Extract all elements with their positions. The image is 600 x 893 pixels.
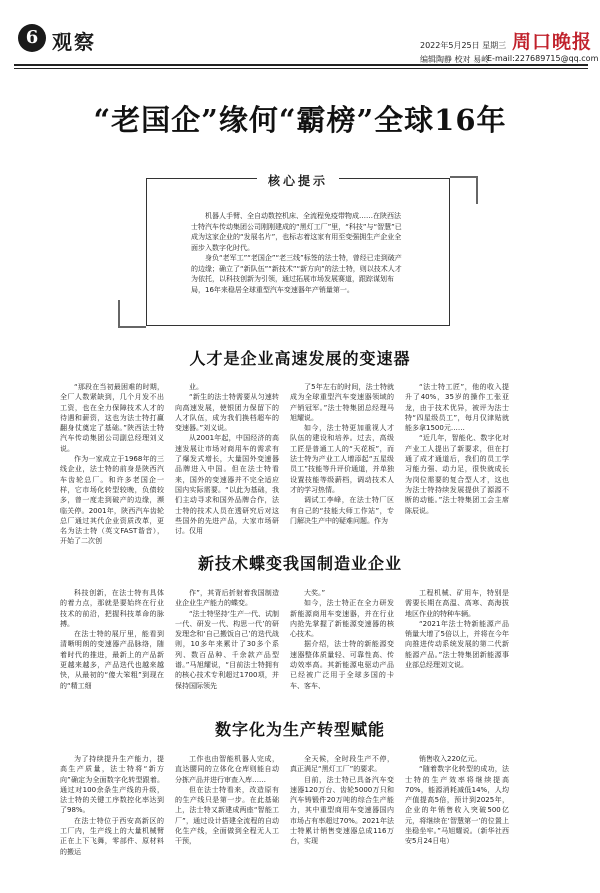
- paragraph: 据介绍，法士特的新能源变速器整体质量轻、可靠性高、传动效率高。其新能源电驱动产品已经被广泛用于全球多国的卡车、客车、: [290, 640, 394, 690]
- summary-corner-ornament: [118, 300, 146, 328]
- article-column: [175, 382, 279, 536]
- paragraph: 作”，其背后折射着我国制造业企业生产能力的蝶变。: [175, 589, 279, 608]
- issue-date: 2022年5月25日 星期三: [420, 41, 507, 50]
- paragraph: 调试工李峰，在法士特厂区有自己的“技能大师工作站”，专门解决生产中的疑难问题。作为: [290, 496, 394, 525]
- editors-credit: 编辑陶静 校对 易岭: [420, 55, 490, 64]
- paragraph: 从2001年起，中国经济的高速发展让市场对商用车的需求有了爆发式增长，大量国外变速器品牌进入中国。但在法士特看来，国外的变速器并不完全适应国内实际需要。“以此为基础，我们主动寻求和国外品牌合作，法士特的技术人员在透研究后对这些国外的先进产品，大家市场研讨。仅用: [175, 434, 279, 536]
- article-column: [290, 382, 394, 532]
- article-column: [290, 754, 394, 878]
- paragraph: “法士特工匠”，他的收入提升了40%，35岁的操作工张亚龙，由于技术优异，被评为法士特“四星级员工”，每月仅津贴就能多拿1500元……: [405, 383, 509, 433]
- paragraph: 科技创新，在法士特有具体的着力点，那就是要始终在行业技术的前沿，把握科技革命的脉搏。: [60, 589, 164, 628]
- paragraph: “那段在当初最困难的时期，全厂人数紧缺到，几个月发不出工资，也在全力保障技术人才的待遇和薪资，这也为法士特打赢翻身仗奠定了基础。”陕西法士特汽车传动集团公司副总经理刘义说。: [60, 383, 164, 453]
- paragraph: 在法士特的展厅里，能看到清晰明朗的变速器产品脉络，随着时代的推进，最新上的产品新更越来越多，产品迭代也越来越快，从最初的“傻大笨粗”到现在的“精工细: [60, 630, 164, 690]
- paragraph: 销售收入220亿元。: [419, 755, 482, 763]
- subhead-talent: 人才是企业高速发展的变速器: [189, 349, 411, 368]
- paragraph: 但在法士特看来，改造原有的生产线只是第一步。在此基础上，法士特又新建成两座“智能工厂”，通过设计搭建全流程的自动化生产线，全面做到全程无人工干预，: [175, 785, 279, 846]
- subhead-new-tech: 新技术蝶变我国制造业企业: [197, 554, 402, 573]
- summary-text: [191, 211, 406, 295]
- paragraph: 在法士特位于西安高新区的工厂内，生产线上的大量机械臂正在上下飞舞，零部件、原材料的搬运: [60, 816, 164, 856]
- article-column: [405, 588, 509, 698]
- article-column: [175, 588, 279, 698]
- paragraph: 工程机械、矿用车，特别是需要长期在高温、高寒、高海拔地区作业的特种车辆。: [405, 589, 509, 618]
- paragraph: 如今，法士特更加重视人才队伍的建设和培养。过去，高级工匠是普通工人的“天花板”，而法士特为产业工人增添起“五星级员工”技能等升评价通道，并单独设置技能等级薪档，调动技术人才的学习热情。: [290, 424, 394, 494]
- paragraph: “新生的法士特需要从匀速转向高速发展，使银团力保留下的人才队伍，成为我们换档超车的变速器。”刘义说。: [175, 393, 279, 433]
- paragraph: 如今，法士特正在全力研发新能源商用车变速器，并在行业内抢先掌握了新能源变速器的核心技术。: [290, 599, 394, 639]
- section-title: 观察: [52, 30, 96, 54]
- paragraph: “近几年，智能化、数字化对产业工人提出了新要求，但在打通了成才通道后，我们的员工学习能力强、动力足，很快就成长为岗位需要的复合型人才，这也为法士特持续发展提供了源源不断的动能。”法士特集团工会主席陈辰说。: [405, 434, 509, 515]
- paragraph: 目前，法士特已具备汽车变速器120万台、齿轮5000万只和汽车铸锻件20万吨的综合生产能力，其中重型商用车变速器国内市场占有率超过70%。2021年法士特累计销售变速器总成116万台，实现: [290, 775, 394, 846]
- article-column: [60, 754, 164, 878]
- page-number-badge: 6: [18, 24, 46, 52]
- header-rule: [14, 64, 588, 66]
- header-rule-thin: [14, 68, 588, 69]
- paragraph: “2021年法士特新能源产品销量大增了5倍以上，并将在今年向推进传动系统发展的第二代新能源产品。”法士特集团新能源事业部总经理刘文说。: [405, 619, 509, 670]
- summary-paragraph: 机器人手臂、全自动数控机床、全流程免疫带物成……在陕西法士特汽车传动集团公司刚刚建成的“黑灯工厂”里，“科技”与“智慧”已成为这家企业的“发展名片”，也标志着这家有用至变强拥生产企业全面步入数字化时代。: [191, 212, 402, 252]
- paragraph: “法士特坚持‘生产一代、试制一代、研发一代、构思一代’的研发理念和‘自己搬饭自己’的迭代战则，10多年来累计了30多个系列、数百品种、千余款产品型谱。”马旭耀说，“目前法士特拥有的核心技术专利超过1700项，并保持国际领先: [175, 609, 279, 690]
- summary-title: 核心提示: [267, 174, 328, 188]
- article-column: [60, 382, 164, 546]
- article-column: [405, 754, 509, 878]
- paragraph: 工作也由智能机器人完成，直达腰同的立体化仓库则能自动分拣产品并进行审查入库……: [175, 755, 279, 784]
- summary-paragraph: 身负“老军工”“老国企”“老三线”标签的法士特，曾经已走到破产的边缘；确立了“新队伍”“新技术”“新方向”的法士特，则以技术人才为依托，以科技创新为引领，通过拓展市场发展赛道，跟踪谋划布局，16年来稳居全球重型汽车变速器年产销量第一。: [191, 254, 402, 294]
- article-column: [290, 588, 394, 698]
- article-headline: “老国企”缘何“霸榜”全球16年: [93, 103, 507, 137]
- paragraph: 了5年左右的时间，法士特就成为全球重型汽车变速器领域的产销冠军。”法士特集团总经理马旭耀说。: [290, 383, 394, 422]
- article-column: [405, 382, 509, 532]
- subhead-digitalization: 数字化为生产转型赋能: [214, 720, 385, 739]
- paragraph: 大奖。”: [304, 589, 326, 597]
- editor-email: E-mail:227689715@qq.com: [487, 54, 599, 63]
- paragraph: 业。: [189, 383, 203, 391]
- paragraph: 全天候，全时段生产不停，真正满足“黑灯工厂”的要求。: [290, 755, 394, 774]
- article-column: [60, 588, 164, 698]
- core-summary-box: [146, 174, 450, 326]
- paragraph: 作为一家成立于1968年的三线企业，法士特的前身是陕西汽车齿轮总厂。和许多老国企一样，它市场化转型较晚，负债较多，曾一度走到破产的边缘，濒临关停。2001年，陕西汽车齿轮总厂通过其代企业资质改革，更名为法士特（英文FAST谐音），开始了二次创: [60, 455, 164, 546]
- summary-corner-ornament: [450, 176, 478, 204]
- paragraph: 为了持续提升生产能力，提高生产质量，法士特将“新方向”确定为全面数字化转型跟着。通过对100余条生产线的升级，法士特的关键工序数控化率达到了98%。: [60, 755, 164, 815]
- newspaper-masthead: 周口晚报: [512, 31, 593, 53]
- paragraph: “随着数字化转型的成功，法士特的生产效率将继续提高70%，能源消耗减低14%，人均产值提高5倍，预计到2025年，企业的年销售收入突破500亿元，将继续在‘智慧第一’的位置上坐稳坐牢。”马旭耀说。（新华社西安5月24日电）: [405, 765, 509, 846]
- article-column: [175, 754, 279, 878]
